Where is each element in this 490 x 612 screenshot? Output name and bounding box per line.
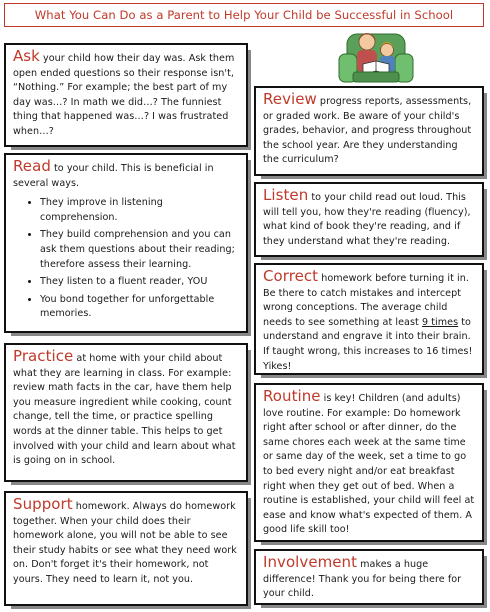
routine-section [254,383,484,542]
support-body: homework. Always do homework together. When your child does their homework alone, you will not be able to see their study habits or see what they need work on. Don't forget it's their homework, not yours. They need to learn it, not you. [13,501,237,585]
list-item: • You bond together for unforgettable memories. [40,293,240,322]
review-body: progress reports, assessments, or graded work. Be aware of your child's grades, behavior, and progress throughout the school year. Are they understanding the curriculum? [263,96,472,166]
involvement-section [254,549,484,605]
read-heading: Read [13,157,51,175]
correct-section [254,263,484,375]
list-item: • They listen to a fluent reader, YOU [40,275,240,290]
ask-heading: Ask [13,47,40,65]
read-benefits-list [13,196,240,322]
practice-section [4,343,248,482]
read-body: to your child. This is beneficial in several ways. [13,163,214,189]
review-heading: Review [263,90,317,108]
correct-heading: Correct [263,267,319,285]
involvement-body: makes a huge difference! Thank you for being there for your child. [263,559,462,600]
involvement-heading: Involvement [263,553,358,571]
support-section [4,491,248,606]
correct-body-end: to understand and engrave it into their brain. If taught wrong, this increases to 16 times! Yikes! [263,316,473,372]
parent-reading-to-child-on-armchair-icon [335,24,417,88]
ask-body: your child how their day was. Ask them open ended questions so their response isn't, “Nothing.” For example; the best part of my day was…? In math we did…? The funniest thing that happened was…? I was frustrated when…? [13,53,235,137]
listen-heading: Listen [263,186,309,204]
read-section [4,153,248,333]
listen-body: to your child read out loud. This will tell you, how they're reading (fluency), what kind of book they're reading, and if they understand what they're reading. [263,192,471,247]
list-item: • They build comprehension and you can ask them questions about their reading; therefore assess their learning. [40,228,240,272]
review-section [254,86,484,176]
page-title: What You Can Do as a Parent to Help Your Child be Successful in School [4,3,484,27]
routine-heading: Routine [263,387,321,405]
correct-body-start: homework before turning it in. Be there to catch mistakes and intercept wrong conceptions. The average child needs to see something at least [263,273,469,328]
listen-section [254,182,484,257]
ask-section [4,43,248,147]
correct-emphasis: 9 times [421,316,459,328]
support-heading: Support [13,495,73,513]
practice-body: at home with your child about what they are learning in class. For example: review math facts in the car, have them help you measure ingredient while cooking, count change, tell the time, or practice spelling words at the dinner table. This helps to get involved with your child and learn about what is going on in school. [13,353,236,467]
list-item: • They improve in listening comprehension. [40,196,240,225]
practice-heading: Practice [13,347,74,365]
routine-body: is key! Children (and adults) love routine. For example: Do homework right after school or after dinner, do the same chores each week at the same time or same day of the week, set a time to go to bed every night and/or eat breakfast right when they get out of bed. When a routine is established, your child will feel at ease and know what's expected of them. A good life skill too! [263,393,475,536]
